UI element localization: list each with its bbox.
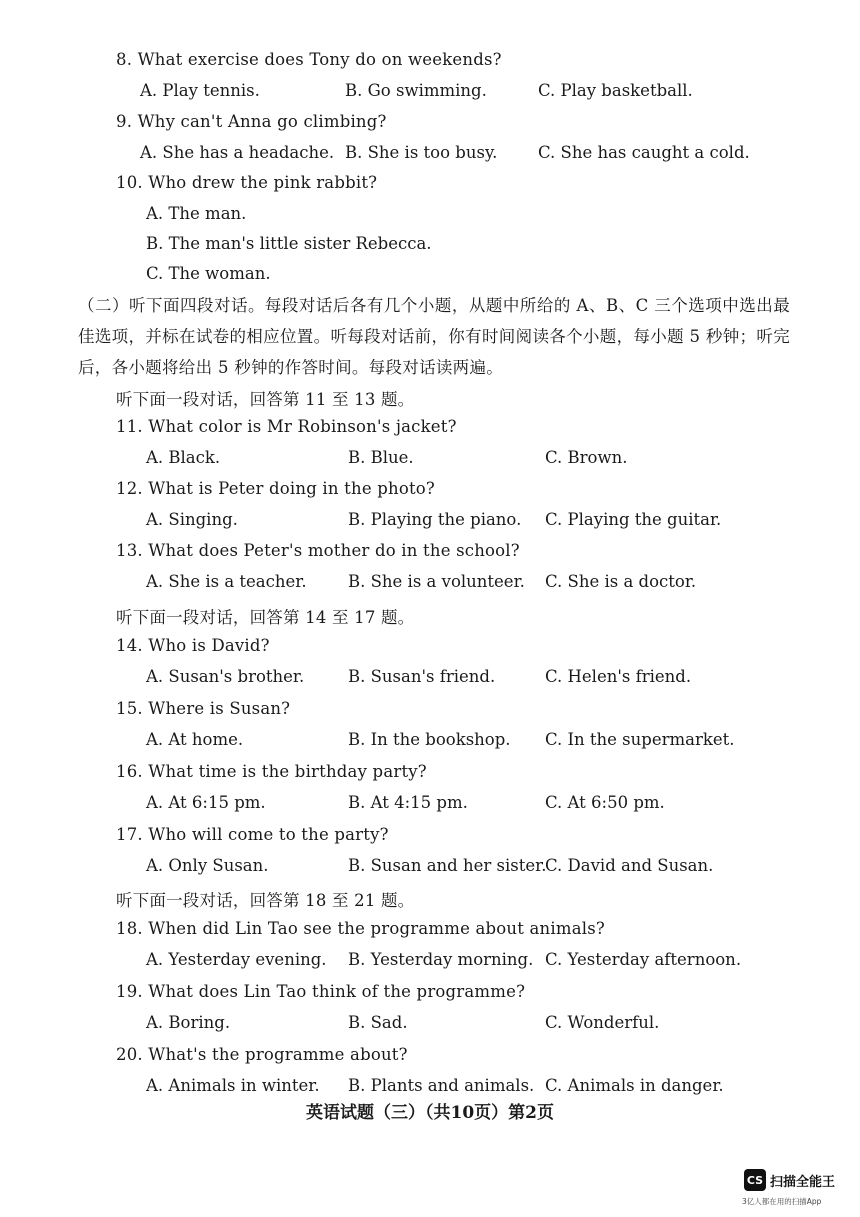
- question-11-option-c: C. Brown.: [545, 448, 628, 467]
- question-8-option-c: C. Play basketball.: [538, 81, 693, 100]
- question-9-option-c: C. She has caught a cold.: [538, 143, 750, 162]
- question-19-option-a: A. Boring.: [146, 1013, 231, 1032]
- question-11-stem: 11. What color is Mr Robinson's jacket?: [116, 417, 457, 436]
- dialog-1-instruction: 听下面一段对话，回答第 11 至 13 题。: [116, 390, 415, 409]
- question-10-option-c: C. The woman.: [146, 264, 271, 283]
- question-16-option-b: B. At 4:15 pm.: [348, 793, 468, 812]
- question-20-stem: 20. What's the programme about?: [116, 1045, 408, 1064]
- question-17-option-a: A. Only Susan.: [146, 856, 269, 875]
- question-13-option-b: B. She is a volunteer.: [348, 572, 525, 591]
- question-16-option-c: C. At 6:50 pm.: [545, 793, 665, 812]
- question-14-option-c: C. Helen's friend.: [545, 667, 692, 686]
- question-9-stem: 9. Why can't Anna go climbing?: [116, 112, 387, 131]
- question-11-option-b: B. Blue.: [348, 448, 414, 467]
- question-9-option-a: A. She has a headache.: [140, 143, 335, 162]
- camscanner-icon: CS: [744, 1169, 766, 1191]
- question-15-option-a: A. At home.: [146, 730, 244, 749]
- scanner-app-name: 扫描全能王: [770, 1174, 836, 1190]
- question-20-option-c: C. Animals in danger.: [545, 1076, 724, 1095]
- question-10-option-a: A. The man.: [146, 204, 247, 223]
- question-8-option-a: A. Play tennis.: [140, 81, 260, 100]
- question-19-stem: 19. What does Lin Tao think of the programme?: [116, 982, 526, 1001]
- question-16-stem: 16. What time is the birthday party?: [116, 762, 427, 781]
- question-15-option-b: B. In the bookshop.: [348, 730, 511, 749]
- question-18-option-c: C. Yesterday afternoon.: [545, 950, 742, 969]
- dialog-3-instruction: 听下面一段对话，回答第 18 至 21 题。: [116, 891, 415, 910]
- question-11-option-a: A. Black.: [146, 448, 221, 467]
- question-8-option-b: B. Go swimming.: [345, 81, 487, 100]
- question-15-stem: 15. Where is Susan?: [116, 699, 291, 718]
- page-footer: 英语试题（三）（共10页）第2页: [306, 1103, 554, 1123]
- question-14-option-a: A. Susan's brother.: [146, 667, 305, 686]
- question-12-option-a: A. Singing.: [146, 510, 238, 529]
- scanner-watermark-logo: [744, 1169, 835, 1191]
- question-15-option-c: C. In the supermarket.: [545, 730, 735, 749]
- question-20-option-a: A. Animals in winter.: [146, 1076, 320, 1095]
- question-17-option-b: B. Susan and her sister.: [348, 856, 547, 875]
- question-17-stem: 17. Who will come to the party?: [116, 825, 389, 844]
- question-10-stem: 10. Who drew the pink rabbit?: [116, 173, 378, 192]
- question-14-option-b: B. Susan's friend.: [348, 667, 496, 686]
- question-12-stem: 12. What is Peter doing in the photo?: [116, 479, 435, 498]
- question-20-option-b: B. Plants and animals.: [348, 1076, 535, 1095]
- question-18-stem: 18. When did Lin Tao see the programme about animals?: [116, 919, 605, 938]
- question-13-option-a: A. She is a teacher.: [146, 572, 307, 591]
- question-10-option-b: B. The man's little sister Rebecca.: [146, 234, 432, 253]
- question-17-option-c: C. David and Susan.: [545, 856, 714, 875]
- question-8-stem: 8. What exercise does Tony do on weekends?: [116, 50, 502, 69]
- question-12-option-b: B. Playing the piano.: [348, 510, 522, 529]
- question-13-stem: 13. What does Peter's mother do in the school?: [116, 541, 520, 560]
- question-12-option-c: C. Playing the guitar.: [545, 510, 722, 529]
- question-19-option-b: B. Sad.: [348, 1013, 408, 1032]
- section-instructions: （二）听下面四段对话。每段对话后各有几个小题，从题中所给的 A、B、C 三个选项中选出最佳选项，并标在试卷的相应位置。听每段对话前，你有时间阅读各个小题，每小题 5 秒钟；听完后，各小题将给出 5 秒钟的作答时间。每段对话读两遍。: [78, 296, 790, 377]
- question-16-option-a: A. At 6:15 pm.: [146, 793, 266, 812]
- dialog-2-instruction: 听下面一段对话，回答第 14 至 17 题。: [116, 608, 415, 627]
- question-14-stem: 14. Who is David?: [116, 636, 270, 655]
- scanner-tagline: 3亿人都在用的扫描App: [742, 1197, 822, 1206]
- question-13-option-c: C. She is a doctor.: [545, 572, 697, 591]
- question-9-option-b: B. She is too busy.: [345, 143, 498, 162]
- question-18-option-b: B. Yesterday morning.: [348, 950, 534, 969]
- question-19-option-c: C. Wonderful.: [545, 1013, 660, 1032]
- question-18-option-a: A. Yesterday evening.: [146, 950, 327, 969]
